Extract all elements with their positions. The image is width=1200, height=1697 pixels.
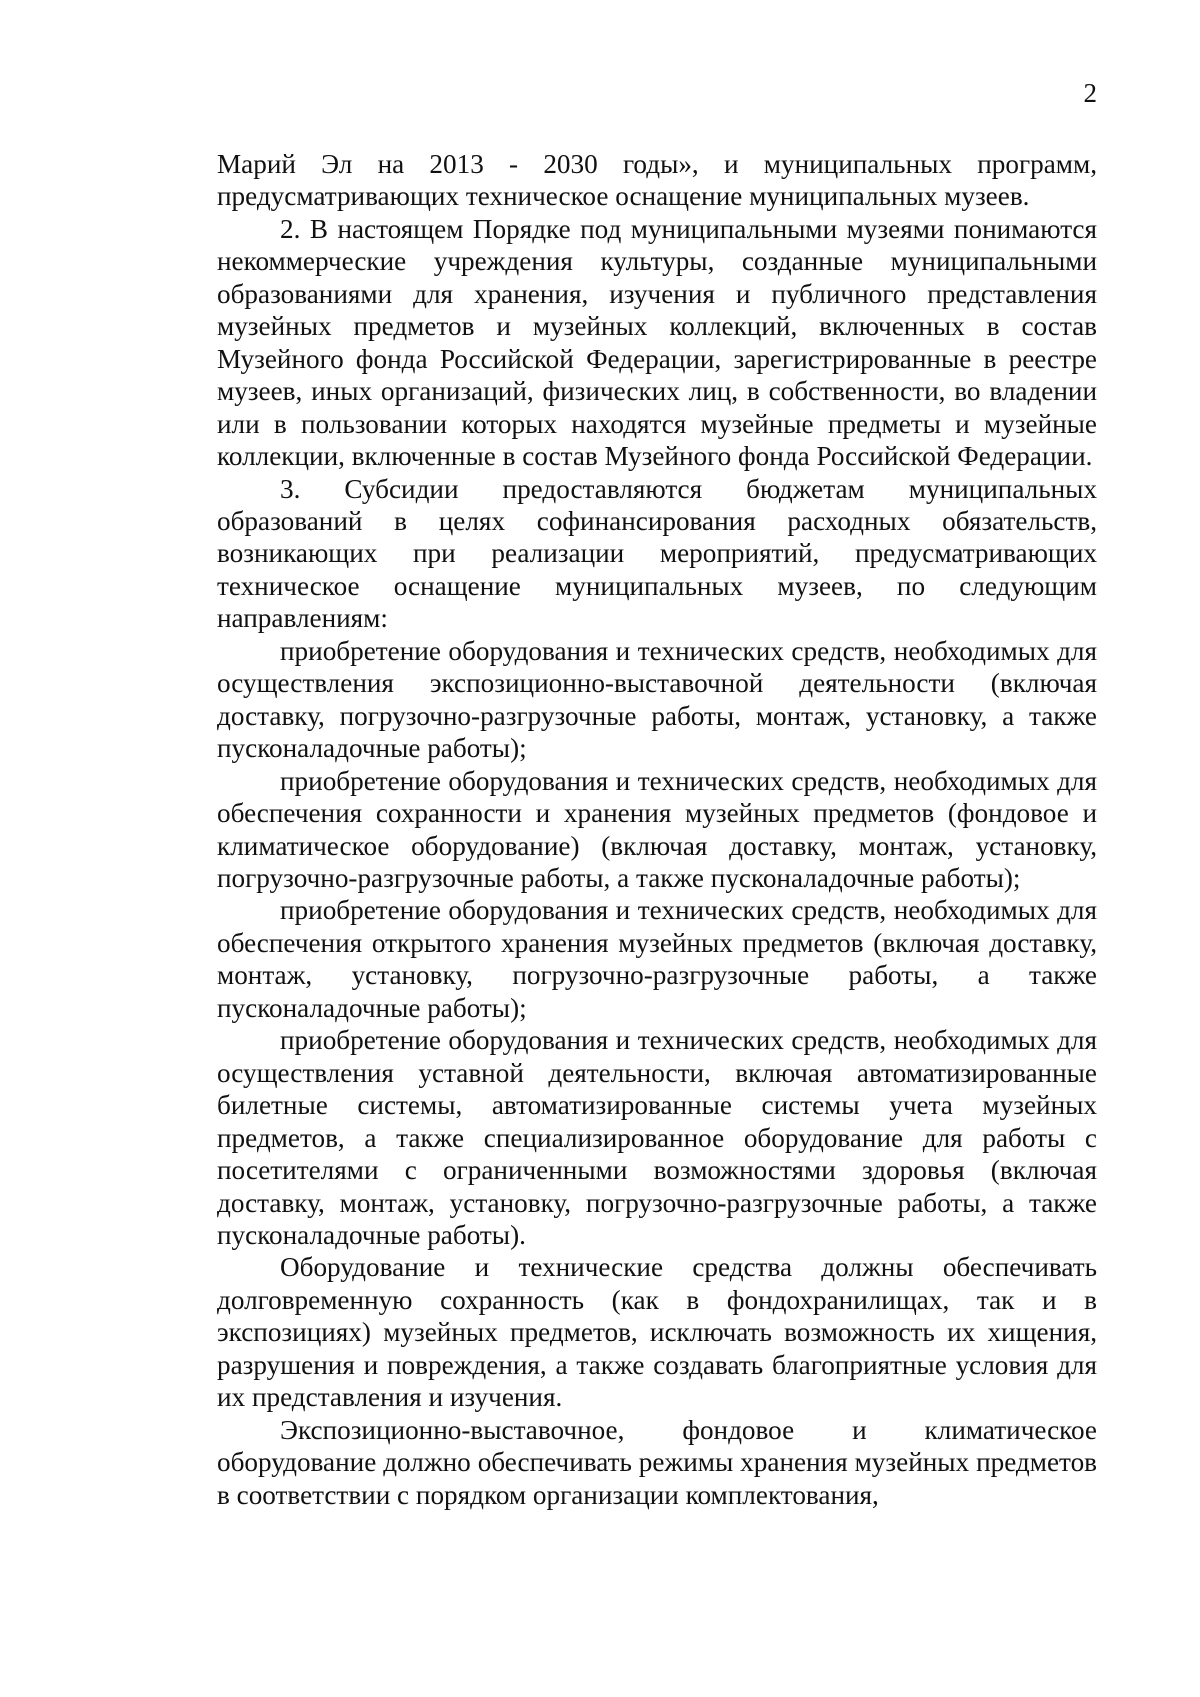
paragraph-direction-exhibition-equipment: приобретение оборудования и технических средств, необходимых для осуществления экспозиционно-выставочной деятельности (включая доставку, погрузочно-разгрузочные работы, монтаж, установку, а также пусконаладочные работы); bbox=[217, 635, 1097, 764]
paragraph-equipment-requirements: Оборудование и технические средства должны обеспечивать долговременную сохранность (как в фондохранилищах, так и в экспозициях) музейных предметов, исключать возможность их хищения, разрушения и повреждения, а также создавать благоприятные условия для их представления и изучения. bbox=[217, 1252, 1097, 1413]
paragraph-item-3-subsidies: 3. Субсидии предоставляются бюджетам муниципальных образований в целях софинансирования расходных обязательств, возникающих при реализации мероприятий, предусматривающих техническое оснащение муниципальных музеев, по следующим направлениям: bbox=[217, 473, 1097, 634]
paragraph-direction-open-storage: приобретение оборудования и технических средств, необходимых для обеспечения открытого хранения музейных предметов (включая доставку, монтаж, установку, погрузочно-разгрузочные работы, а также пусконаладочные работы); bbox=[217, 895, 1097, 1023]
paragraph-storage-regimes: Экспозиционно-выставочное, фондовое и климатическое оборудование должно обеспечивать режимы хранения музейных предметов в соответствии с порядком организации комплектования, bbox=[217, 1414, 1097, 1510]
document-body bbox=[217, 148, 1097, 1511]
page-number: 2 bbox=[1083, 78, 1097, 108]
paragraph-direction-storage-equipment: приобретение оборудования и технических средств, необходимых для обеспечения сохранности и хранения музейных предметов (фондовое и климатическое оборудование) (включая доставку, монтаж, установку, погрузочно-разгрузочные работы, а также пусконаладочные работы); bbox=[217, 765, 1097, 893]
paragraph-item-2-definition: 2. В настоящем Порядке под муниципальными музеями понимаются некоммерческие учреждения культуры, созданные муниципальными образованиями для хранения, изучения и публичного представления музейных предметов и музейных коллекций, включенных в состав Музейного фонда Российской Федерации, зарегистрированные в реестре музеев, иных организаций, физических лиц, в собственности, во владении или в пользовании которых находятся музейные предметы и музейные коллекции, включенные в состав Музейного фонда Российской Федерации. bbox=[217, 213, 1097, 472]
paragraph-direction-statutory-activity: приобретение оборудования и технических средств, необходимых для осуществления уставной деятельности, включая автоматизированные билетные системы, автоматизированные системы учета музейных предметов, а также специализированное оборудование для работы с посетителями с ограниченными возможностями здоровья (включая доставку, монтаж, установку, погрузочно-разгрузочные работы, а также пусконаладочные работы). bbox=[217, 1025, 1097, 1250]
paragraph-continuation: Марий Эл на 2013 - 2030 годы», и муниципальных программ, предусматривающих техническое оснащение муниципальных музеев. bbox=[217, 149, 1097, 212]
